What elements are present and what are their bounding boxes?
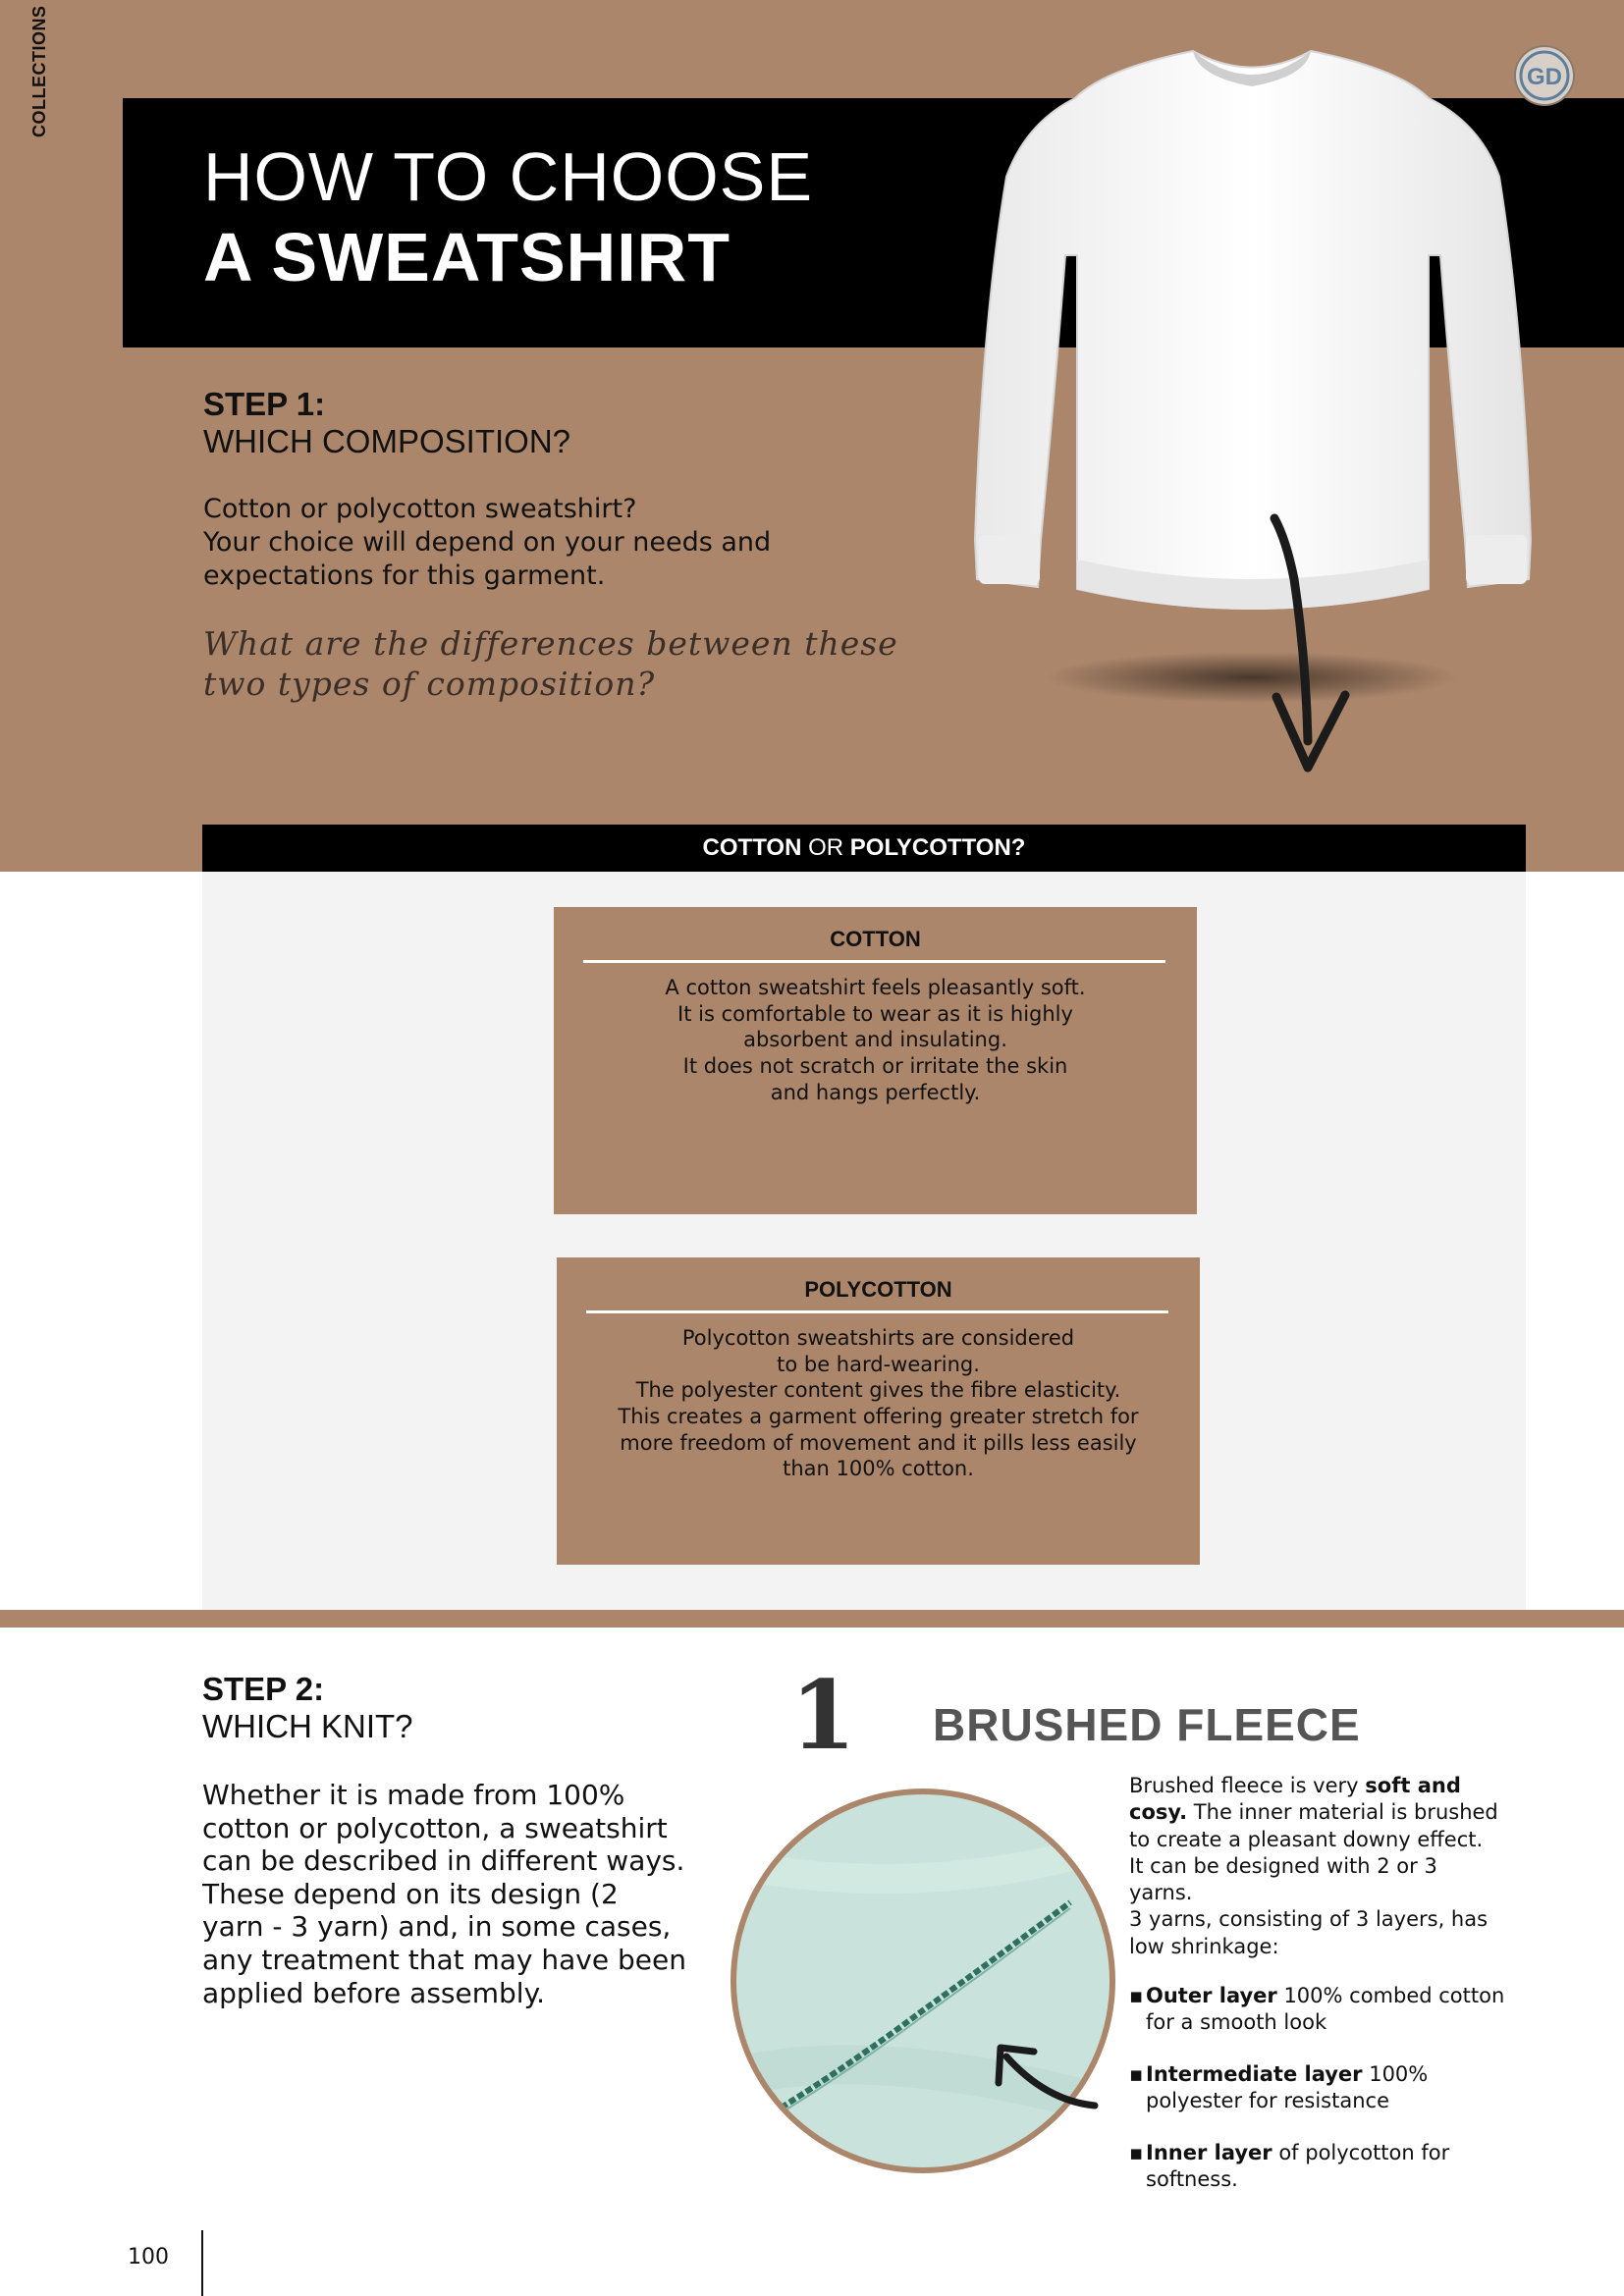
intro-line: Your choice will depend on your needs and — [203, 526, 772, 558]
bullet-emphasis: Inner layer — [1146, 2141, 1272, 2164]
body-line: yarn - 3 yarn) and, in some cases, — [202, 1910, 672, 1944]
body-line: cotton or polycotton, a sweatshirt — [202, 1811, 668, 1844]
desc-line: low shrinkage: — [1129, 1934, 1279, 1958]
comparison-word-2: POLYCOTTON? — [849, 834, 1026, 861]
card-line: A cotton sweatshirt feels pleasantly soft. — [665, 976, 1086, 999]
card-body — [554, 975, 1197, 1105]
intro-line: expectations for this garment. — [203, 560, 606, 591]
card-title: POLYCOTTON — [804, 1277, 952, 1302]
curved-arrow-icon — [977, 2022, 1105, 2120]
card-line: It is comfortable to wear as it is highly — [677, 1001, 1073, 1026]
step-2-heading — [202, 1671, 413, 1745]
sweatshirt-image — [967, 29, 1537, 736]
comparison-joiner: OR — [801, 834, 850, 861]
comparison-header — [202, 825, 1526, 872]
desc-line — [1129, 1799, 1532, 1826]
bullet-line: softness. — [1146, 2167, 1238, 2192]
card-line: than 100% cotton. — [783, 1457, 974, 1481]
bullet-line — [1129, 2061, 1532, 2088]
bullet-text: 100% combed cotton — [1276, 1984, 1505, 2007]
card-line: to be hard-wearing. — [777, 1352, 980, 1376]
step-1-question: WHICH COMPOSITION? — [203, 422, 571, 459]
step-2-body — [202, 1779, 713, 2009]
bullet-line — [1129, 2140, 1532, 2166]
desc-text: Brushed fleece is very — [1129, 1774, 1366, 1797]
layer-bullet-outer — [1129, 1983, 1532, 2037]
card-line: The polyester content gives the fibre elasticity. — [635, 1378, 1121, 1403]
handwritten-question — [203, 623, 949, 705]
body-line: Whether it is made from 100% — [202, 1779, 625, 1811]
card-divider — [586, 1310, 1168, 1313]
bullet-line — [1129, 1983, 1532, 2009]
card-title: COTTON — [830, 927, 921, 951]
question-line: What are the differences between these — [203, 624, 898, 663]
bullet-line: polyester for resistance — [1146, 2089, 1390, 2113]
step-1-heading — [203, 386, 570, 460]
bullet-emphasis: Intermediate layer — [1146, 2062, 1363, 2086]
card-body — [557, 1325, 1200, 1482]
card-line: It does not scratch or irritate the skin — [682, 1053, 1068, 1078]
title-line-1: HOW TO CHOOSE — [203, 138, 814, 215]
step-2-label: STEP 2: — [202, 1671, 325, 1707]
section-tab: COLLECTIONS — [29, 5, 49, 137]
knit-number: 1 — [790, 1660, 856, 1771]
desc-emphasis: cosy. — [1129, 1800, 1188, 1825]
step-1-intro — [203, 493, 832, 592]
title-line-2: A SWEATSHIRT — [203, 218, 731, 295]
question-line: two types of composition? — [203, 665, 656, 704]
bullet-text: 100% — [1362, 2062, 1429, 2086]
card-line: This creates a garment offering greater stretch for — [618, 1404, 1139, 1428]
fleece-description — [1129, 1773, 1532, 1960]
desc-emphasis: soft and — [1365, 1774, 1461, 1797]
bullet-line: for a smooth look — [1146, 2010, 1327, 2035]
bullet-text: of polycotton for — [1272, 2141, 1450, 2164]
desc-text: The inner material is brushed — [1187, 1800, 1498, 1825]
bullet-emphasis: Outer layer — [1146, 1984, 1277, 2007]
polycotton-card — [557, 1257, 1200, 1565]
body-line: These depend on its design (2 — [202, 1877, 619, 1910]
card-line: absorbent and insulating. — [743, 1028, 1007, 1052]
cotton-card — [554, 907, 1197, 1214]
page-number-rule — [201, 2230, 203, 2296]
card-line: and hangs perfectly. — [770, 1080, 981, 1104]
card-divider — [583, 960, 1165, 963]
layer-bullet-intermediate — [1129, 2061, 1532, 2115]
svg-text:GD: GD — [1527, 64, 1562, 90]
step-1-label: STEP 1: — [203, 386, 326, 422]
page-number: 100 — [128, 2245, 169, 2269]
knit-title: BRUSHED FLEECE — [933, 1699, 1361, 1750]
arrow-down-icon — [1257, 510, 1365, 775]
desc-line: 3 yarns, consisting of 3 layers, has — [1129, 1907, 1489, 1932]
body-line: can be described in different ways. — [202, 1844, 685, 1878]
step-2-question: WHICH KNIT? — [202, 1707, 413, 1744]
card-line: Polycotton sweatshirts are considered — [681, 1326, 1075, 1350]
card-line: more freedom of movement and it pills less easily — [620, 1430, 1137, 1455]
body-line: any treatment that may have been — [202, 1943, 686, 1976]
desc-line: yarns. — [1129, 1881, 1193, 1905]
desc-line — [1129, 1773, 1532, 1799]
desc-line: It can be designed with 2 or 3 — [1129, 1853, 1437, 1878]
section-divider — [0, 1610, 1624, 1628]
intro-line: Cotton or polycotton sweatshirt? — [203, 494, 637, 524]
desc-line: to create a pleasant downy effect. — [1129, 1827, 1484, 1851]
body-line: applied before assembly. — [202, 1976, 546, 2009]
comparison-word-1: COTTON — [702, 834, 802, 861]
page-title — [203, 137, 813, 298]
brand-logo-icon — [1512, 43, 1577, 108]
layer-bullet-inner — [1129, 2140, 1532, 2194]
